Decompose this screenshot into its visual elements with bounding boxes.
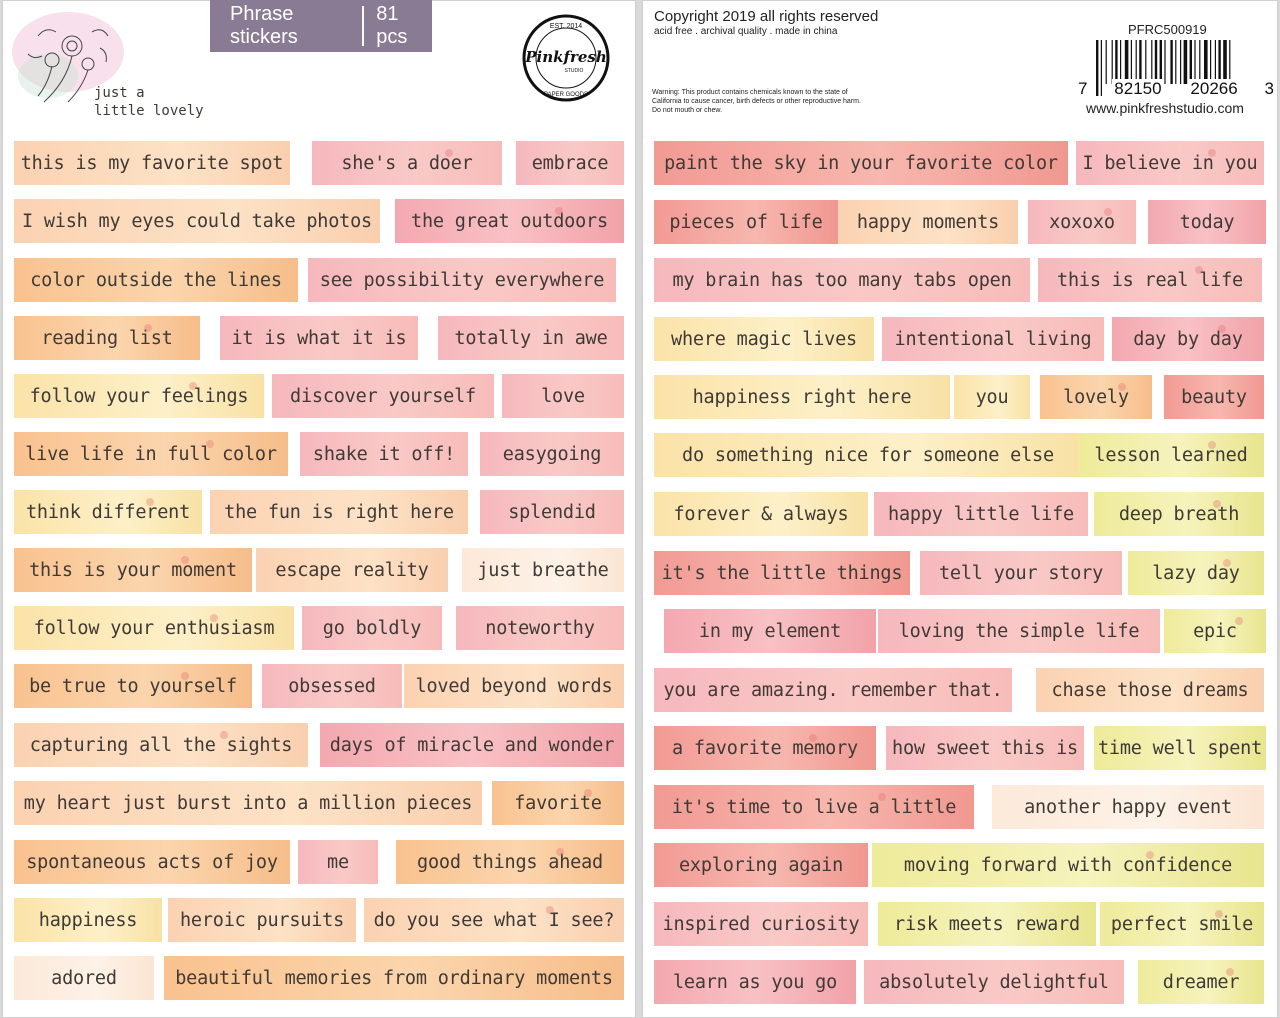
sticker-text: dreamer — [1162, 971, 1240, 993]
phrase-sticker[interactable] — [1148, 200, 1266, 244]
warning-text: Warning: This product contains chemicals known to the state of California to cause cancer, birth defects or other reproductive harm. Do not mouth or chew. — [652, 89, 861, 114]
sticker-text: risk meets reward — [894, 913, 1080, 935]
sticker-text: be true to yourself — [29, 675, 237, 697]
barcode-bar — [1180, 40, 1181, 84]
sticker-text: it's time to live a little — [671, 796, 957, 818]
phrase-sticker[interactable] — [14, 781, 482, 825]
phrase-sticker[interactable] — [654, 726, 876, 770]
sticker-text: loving the simple life — [898, 620, 1140, 642]
sticker-text: happy little life — [888, 503, 1074, 525]
sticker-text: embrace — [531, 152, 609, 174]
sticker-text: another happy event — [1024, 796, 1232, 818]
sticker-text: paint the sky in your favorite color — [664, 152, 1058, 174]
sticker-text: love — [541, 385, 585, 407]
sticker-text: I wish my eyes could take photos — [21, 210, 372, 232]
phrase-sticker[interactable] — [954, 375, 1030, 419]
barcode-bar — [1115, 40, 1117, 84]
barcode-bar — [1106, 40, 1107, 84]
product-title: Phrase stickers — [230, 3, 298, 48]
sticker-text: happiness — [38, 909, 138, 931]
sticker-text: lesson learned — [1094, 444, 1248, 466]
watercolor-splat — [181, 556, 189, 564]
phrase-sticker[interactable] — [920, 551, 1122, 595]
phrase-sticker[interactable] — [654, 960, 856, 1004]
phrase-sticker[interactable] — [14, 316, 200, 360]
phrase-sticker[interactable] — [164, 956, 624, 1000]
phrase-sticker[interactable] — [462, 548, 624, 592]
barcode-number — [1078, 79, 1274, 99]
sticker-text: color outside the lines — [30, 269, 282, 291]
sticker-text: happiness right here — [692, 386, 912, 408]
phrase-sticker[interactable] — [492, 781, 624, 825]
sticker-text: do something nice for someone else — [682, 444, 1054, 466]
copyright-text: Copyright 2019 all rights reserved — [654, 8, 879, 25]
logo-studio: STUDIO — [564, 68, 584, 74]
phrase-sticker[interactable] — [14, 898, 162, 942]
phrase-sticker[interactable] — [1164, 375, 1264, 419]
watercolor-splat — [220, 731, 228, 739]
phrase-sticker[interactable] — [1100, 902, 1264, 946]
phrase-sticker[interactable] — [654, 668, 1012, 712]
quality-text: acid free . archival quality . made in china — [654, 26, 838, 37]
sticker-text: see possibility everywhere — [319, 269, 605, 291]
phrase-sticker[interactable] — [654, 258, 1030, 302]
watercolor-splat — [206, 440, 214, 448]
sticker-text: epic — [1193, 620, 1237, 642]
phrase-sticker[interactable] — [664, 609, 876, 653]
phrase-sticker[interactable] — [298, 840, 378, 884]
sticker-text: heroic pursuits — [179, 909, 345, 931]
barcode-digit-group: 20266 — [1190, 79, 1238, 98]
barcode-bar — [1199, 40, 1200, 84]
sticker-text: forever & always — [673, 503, 849, 525]
sticker-text: how sweet this is — [892, 737, 1078, 759]
watercolor-splat — [1208, 149, 1216, 157]
sticker-text: follow your feelings — [29, 385, 249, 407]
phrase-sticker[interactable] — [1128, 551, 1264, 595]
phrase-sticker[interactable] — [14, 374, 264, 418]
phrase-sticker[interactable] — [1138, 960, 1264, 1004]
phrase-sticker[interactable] — [168, 898, 356, 942]
phrase-sticker[interactable] — [654, 551, 910, 595]
barcode-bar — [1194, 40, 1195, 84]
logo-paper-goods: PAPER GOODS — [544, 92, 588, 98]
watercolor-splat — [546, 906, 554, 914]
sticker-text: moving forward with confidence — [903, 854, 1233, 876]
phrase-sticker[interactable] — [14, 606, 294, 650]
barcode-bar — [1160, 40, 1162, 84]
phrase-sticker[interactable] — [302, 606, 442, 650]
phrase-sticker[interactable] — [256, 548, 448, 592]
sticker-text: deep breath — [1118, 503, 1240, 525]
sticker-text: do you see what I see? — [373, 909, 615, 931]
phrase-sticker[interactable] — [14, 956, 154, 1000]
sticker-text: happy moments — [856, 211, 1000, 233]
phrase-sticker[interactable] — [654, 785, 974, 829]
barcode-bar — [1204, 40, 1208, 84]
sticker-text: today — [1179, 211, 1235, 233]
phrase-sticker[interactable] — [364, 898, 624, 942]
phrase-sticker[interactable] — [878, 609, 1160, 653]
piece-count: 81 pcs — [376, 3, 408, 48]
barcode-bar — [1139, 40, 1141, 84]
sticker-text: lazy day — [1152, 562, 1240, 584]
phrase-sticker[interactable] — [882, 317, 1104, 361]
phrase-sticker[interactable] — [1094, 726, 1266, 770]
phrase-sticker[interactable] — [1164, 609, 1266, 653]
sticker-text: I believe in you — [1082, 152, 1258, 174]
phrase-sticker[interactable] — [14, 840, 290, 884]
watercolor-splat — [210, 614, 218, 622]
phrase-sticker[interactable] — [502, 374, 624, 418]
phrase-sticker[interactable] — [654, 141, 1068, 185]
sticker-text: favorite — [514, 792, 602, 814]
sticker-text: noteworthy — [485, 617, 595, 639]
barcode-bar — [1164, 40, 1165, 84]
phrase-sticker[interactable] — [654, 843, 868, 887]
phrase-sticker[interactable] — [1078, 433, 1264, 477]
phrase-sticker[interactable] — [14, 723, 308, 767]
sticker-text: shake it off! — [312, 443, 456, 465]
phrase-sticker[interactable] — [404, 664, 624, 708]
phrase-sticker[interactable] — [654, 492, 868, 536]
barcode-bar — [1210, 40, 1211, 84]
watercolor-splat — [1213, 500, 1221, 508]
sticker-text: totally in awe — [454, 327, 608, 349]
sticker-text: where magic lives — [671, 328, 857, 350]
barcode-bar — [1112, 40, 1113, 84]
phrase-sticker[interactable] — [654, 317, 874, 361]
sticker-sheet-left — [2, 0, 636, 1018]
phrase-sticker[interactable] — [872, 843, 1264, 887]
sticker-text: it is what it is — [231, 327, 407, 349]
sticker-text: capturing all the sights — [29, 734, 293, 756]
phrase-sticker[interactable] — [864, 960, 1124, 1004]
phrase-sticker[interactable] — [654, 433, 1082, 477]
phrase-sticker[interactable] — [1038, 258, 1262, 302]
phrase-sticker[interactable] — [654, 200, 838, 244]
sticker-text: follow your enthusiasm — [33, 617, 275, 639]
phrase-sticker[interactable] — [312, 141, 502, 185]
phrase-sticker[interactable] — [480, 490, 624, 534]
watercolor-splat — [189, 382, 197, 390]
barcode-bar — [1145, 40, 1146, 84]
pinkfresh-logo — [522, 14, 610, 102]
phrase-sticker[interactable] — [14, 490, 202, 534]
sticker-sheet-right — [642, 0, 1278, 1018]
sticker-text: my brain has too many tabs open — [672, 269, 1012, 291]
phrase-sticker[interactable] — [1094, 492, 1264, 536]
sticker-text: chase those dreams — [1051, 679, 1249, 701]
phrase-sticker[interactable] — [14, 432, 288, 476]
barcode-bar — [1155, 40, 1157, 84]
sticker-text: a favorite memory — [672, 737, 858, 759]
sticker-text: spontaneous acts of joy — [26, 851, 278, 873]
watercolor-splat — [878, 793, 886, 801]
barcode-bar — [1136, 40, 1137, 84]
sticker-text: think different — [25, 501, 191, 523]
sticker-text: beauty — [1181, 386, 1247, 408]
logo-wordmark: Pinkfresh — [525, 48, 607, 66]
phrase-sticker[interactable] — [320, 723, 624, 767]
phrase-sticker[interactable] — [654, 902, 868, 946]
barcode-bar — [1190, 40, 1192, 84]
sticker-text: easygoing — [502, 443, 602, 465]
barcode-bar — [1131, 40, 1132, 84]
sticker-text: perfect smile — [1110, 913, 1254, 935]
sticker-text: beautiful memories from ordinary moments — [175, 967, 613, 989]
sticker-text: she's a doer — [341, 152, 473, 174]
sticker-text: this is my favorite spot — [20, 152, 284, 174]
phrase-sticker[interactable] — [886, 726, 1084, 770]
phrase-sticker[interactable] — [878, 902, 1096, 946]
sticker-text: this is your moment — [29, 559, 237, 581]
sticker-text: xoxoxo — [1049, 211, 1115, 233]
watercolor-splat — [181, 672, 189, 680]
phrase-sticker[interactable] — [14, 141, 290, 185]
sticker-text: reading list — [41, 327, 173, 349]
barcode-bar — [1175, 40, 1176, 84]
sticker-text: absolutely delightful — [879, 971, 1109, 993]
phrase-sticker[interactable] — [516, 141, 624, 185]
phrase-sticker[interactable] — [308, 258, 616, 302]
phrase-sticker[interactable] — [1112, 317, 1264, 361]
phrase-sticker[interactable] — [220, 316, 418, 360]
sticker-text: learn as you go — [672, 971, 838, 993]
sticker-text: pieces of life — [669, 211, 823, 233]
sticker-text: just breathe — [477, 559, 609, 581]
phrase-sticker[interactable] — [396, 840, 624, 884]
phrase-sticker[interactable] — [480, 432, 624, 476]
phrase-sticker[interactable] — [992, 785, 1264, 829]
sticker-text: exploring again — [678, 854, 844, 876]
tagline — [94, 84, 204, 120]
sticker-text: it's the little things — [661, 562, 903, 584]
phrase-sticker[interactable] — [14, 258, 298, 302]
sticker-text: intentional living — [894, 328, 1092, 350]
sticker-text: lovely — [1063, 386, 1129, 408]
phrase-sticker[interactable] — [654, 375, 950, 419]
sticker-text: my heart just burst into a million pieces — [23, 792, 473, 814]
phrase-sticker[interactable] — [874, 492, 1088, 536]
tagline-line-2: little lovely — [94, 103, 204, 119]
sticker-text: inspired curiosity — [662, 913, 860, 935]
product-label — [210, 0, 432, 52]
phrase-sticker[interactable] — [14, 548, 252, 592]
phrase-sticker[interactable] — [300, 432, 468, 476]
sticker-text: you — [975, 386, 1009, 408]
watercolor-splat — [556, 848, 564, 856]
phrase-sticker[interactable] — [272, 374, 494, 418]
phrase-sticker[interactable] — [210, 490, 468, 534]
website-url: www.pinkfreshstudio.com — [1086, 100, 1244, 116]
barcode-bar — [1184, 40, 1188, 84]
barcode-digit-group: 7 — [1078, 79, 1088, 98]
phrase-sticker[interactable] — [456, 606, 624, 650]
logo-est: EST. 2014 — [549, 23, 583, 30]
barcode-bar — [1125, 40, 1129, 84]
barcode-bar — [1151, 40, 1152, 84]
sticker-text: obsessed — [288, 675, 376, 697]
sticker-text: go boldly — [322, 617, 422, 639]
phrase-sticker[interactable] — [14, 199, 380, 243]
barcode-bar — [1170, 40, 1172, 84]
watercolor-splat — [1104, 208, 1112, 216]
barcode-digit-group: 82150 — [1114, 79, 1162, 98]
phrase-sticker[interactable] — [1040, 375, 1152, 419]
tagline-line-1: just a — [94, 85, 145, 101]
sticker-text: days of miracle and wonder — [329, 734, 615, 756]
phrase-sticker[interactable] — [1028, 200, 1136, 244]
watercolor-splat — [1215, 910, 1223, 918]
sticker-text: time well spent — [1097, 737, 1263, 759]
barcode-digit-group: 3 — [1264, 79, 1274, 98]
watercolor-splat — [1195, 266, 1203, 274]
barcode-bar — [1218, 40, 1220, 84]
sticker-text: this is real life — [1057, 269, 1243, 291]
sticker-text: in my element — [698, 620, 842, 642]
phrase-sticker[interactable] — [1036, 668, 1264, 712]
sticker-text: you are amazing. remember that. — [663, 679, 1003, 701]
sticker-text: day by day — [1133, 328, 1243, 350]
barcode-bar — [1215, 40, 1216, 84]
barcode-bar — [1120, 40, 1121, 84]
sticker-text: escape reality — [275, 559, 429, 581]
phrase-sticker[interactable] — [1076, 141, 1264, 185]
sticker-text: me — [327, 851, 349, 873]
sticker-text: live life in full color — [25, 443, 277, 465]
phrase-sticker[interactable] — [262, 664, 402, 708]
sku-code: PFRC500919 — [1128, 22, 1207, 37]
phrase-sticker[interactable] — [838, 200, 1018, 244]
sticker-text: loved beyond words — [415, 675, 613, 697]
watercolor-splat — [1235, 617, 1243, 625]
sticker-text: the great outdoors — [411, 210, 608, 232]
phrase-sticker[interactable] — [438, 316, 624, 360]
phrase-sticker[interactable] — [14, 664, 252, 708]
watercolor-splat — [445, 149, 453, 157]
sticker-text: good things ahead — [417, 851, 603, 873]
sticker-text: splendid — [508, 501, 596, 523]
sticker-text: the fun is right here — [224, 501, 454, 523]
phrase-sticker[interactable] — [395, 199, 624, 243]
sticker-text: adored — [51, 967, 117, 989]
watercolor-splat — [146, 498, 154, 506]
sticker-text: tell your story — [938, 562, 1104, 584]
sticker-text: discover yourself — [290, 385, 476, 407]
